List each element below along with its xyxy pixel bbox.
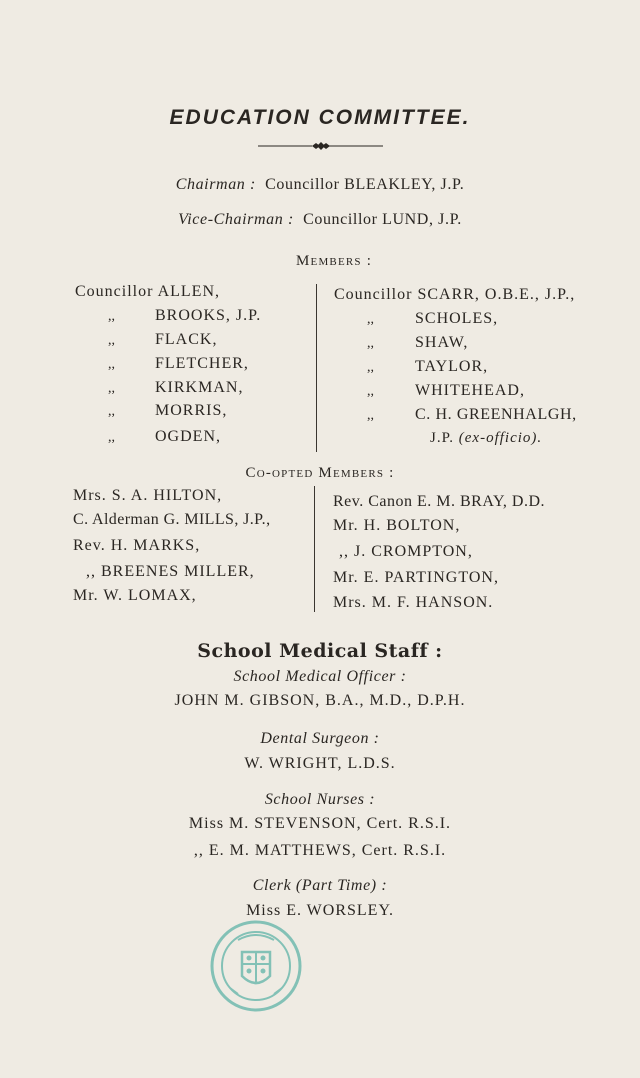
list-item: FLACK,	[155, 331, 218, 348]
column-divider	[314, 486, 315, 612]
list-item: TAYLOR,	[415, 358, 489, 375]
list-item: Mr. H. BOLTON,	[333, 517, 461, 534]
library-stamp-icon	[208, 918, 304, 1014]
ditto-mark: ,,	[367, 408, 374, 423]
list-item: Councillor ALLEN,	[75, 283, 220, 300]
list-item: MORRIS,	[155, 402, 228, 419]
page-title: EDUCATION COMMITTEE.	[169, 106, 471, 129]
ditto-mark: ,,	[108, 430, 115, 445]
school-nurses-role: School Nurses :	[264, 791, 376, 808]
dental-surgeon-name: W. WRIGHT, L.D.S.	[244, 755, 396, 772]
list-item: Rev. H. MARKS,	[73, 537, 201, 554]
list-item: WHITEHEAD,	[415, 382, 525, 399]
chairman-line	[0, 176, 640, 194]
dental-surgeon-role: Dental Surgeon :	[260, 730, 380, 747]
medical-officer-name: JOHN M. GIBSON, B.A., M.D., D.P.H.	[174, 692, 466, 709]
vice-chairman-role: Vice-Chairman :	[178, 211, 294, 228]
ditto-mark: ,,	[367, 384, 374, 399]
ditto-mark: ,,	[367, 360, 374, 375]
list-item: Mrs. S. A. HILTON,	[73, 487, 223, 504]
list-item: C. H. GREENHALGH,	[415, 406, 577, 423]
list-item: C. Alderman G. MILLS, J.P.,	[73, 511, 271, 528]
vice-chairman-name: Councillor LUND, J.P.	[303, 211, 462, 228]
divider-ornament-icon	[258, 140, 383, 152]
list-item: OGDEN,	[155, 428, 221, 445]
ditto-mark: ,,	[367, 336, 374, 351]
list-item: Mrs. M. F. HANSON.	[333, 594, 494, 611]
ditto-mark: ,,	[108, 404, 115, 419]
column-divider	[316, 284, 317, 452]
list-item: BROOKS, J.P.	[155, 307, 262, 324]
medical-officer-role: School Medical Officer :	[233, 668, 407, 685]
ditto-mark: ,,	[108, 357, 115, 372]
medical-staff-heading: School Medical Staff :	[197, 640, 443, 662]
list-item: Councillor SCARR, O.B.E., J.P.,	[334, 286, 576, 303]
chairman-role: Chairman :	[175, 176, 256, 193]
list-item: KIRKMAN,	[155, 379, 244, 396]
list-item: Mr. E. PARTINGTON,	[333, 569, 499, 586]
list-item: Mr. W. LOMAX,	[73, 587, 197, 604]
clerk-name: Miss E. WORSLEY.	[246, 902, 394, 919]
list-item: Rev. Canon E. M. BRAY, D.D.	[333, 493, 546, 510]
ditto-mark: ,,	[108, 309, 115, 324]
list-item: SHAW,	[415, 334, 469, 351]
ditto-mark: ,,	[108, 381, 115, 396]
ditto-mark: ,,	[108, 333, 115, 348]
school-nurse-name: ,, E. M. MATTHEWS, Cert. R.S.I.	[193, 842, 447, 859]
list-item: SCHOLES,	[415, 310, 499, 327]
clerk-role: Clerk (Part Time) :	[252, 877, 388, 894]
ditto-mark: ,,	[367, 312, 374, 327]
vice-chairman-line	[0, 211, 640, 229]
list-item: ,, J. CROMPTON,	[339, 543, 473, 560]
list-item-continuation: J.P. (ex-officio).	[430, 430, 543, 446]
members-heading: Members :	[296, 253, 373, 269]
school-nurse-name: Miss M. STEVENSON, Cert. R.S.I.	[188, 815, 452, 832]
chairman-name: Councillor BLEAKLEY, J.P.	[265, 176, 465, 193]
list-item: FLETCHER,	[155, 355, 249, 372]
list-item: ,, BREENES MILLER,	[86, 563, 255, 580]
coopted-heading: Co-opted Members :	[245, 465, 395, 481]
